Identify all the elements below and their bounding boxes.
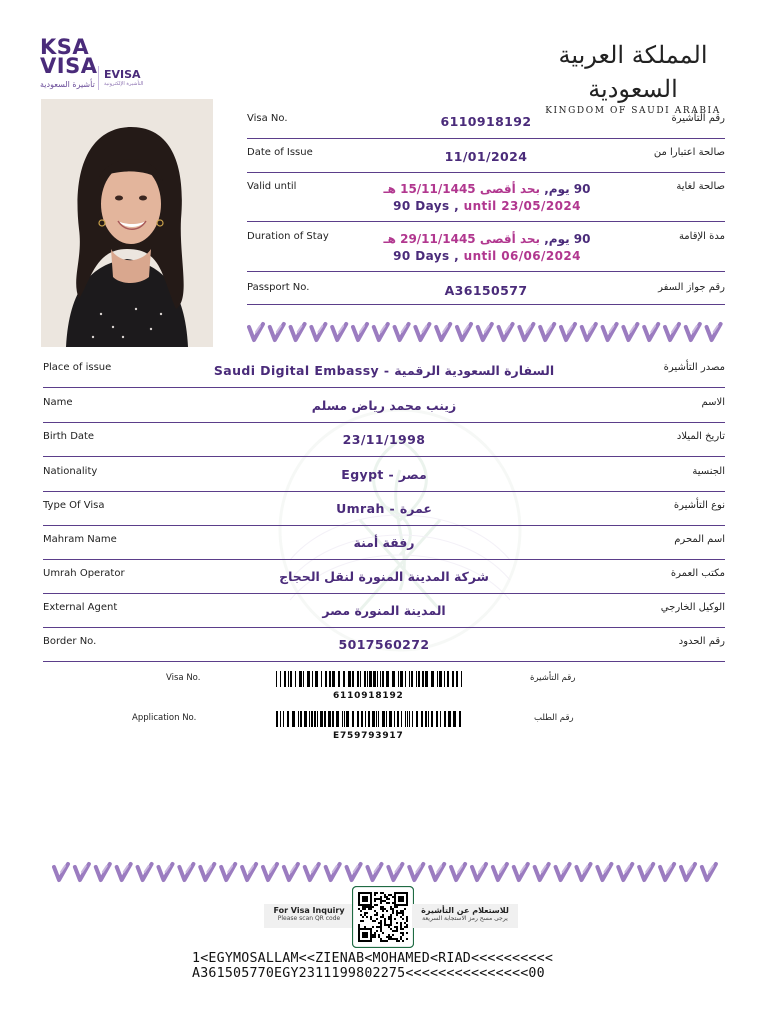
field-label-en: Type Of Visa — [43, 500, 105, 511]
evisa-logo-sub: التأشيرة الإلكترونية — [104, 81, 144, 87]
inquiry-box-ar — [412, 904, 518, 928]
field-row — [43, 602, 725, 628]
qr-code[interactable] — [352, 886, 414, 948]
field-label-en: Mahram Name — [43, 534, 117, 545]
mrz-line-2: A361505770EGY2311199802275<<<<<<<<<<<<<<<00 — [192, 966, 545, 981]
field-label-en: Birth Date — [43, 431, 95, 442]
application-number-barcode — [276, 711, 464, 727]
kingdom-header — [538, 38, 728, 116]
field-label-en: Place of issue — [43, 362, 112, 373]
field-label-en: Name — [43, 397, 73, 408]
check-mark-icon — [603, 324, 617, 340]
field-row — [43, 500, 725, 526]
field-label-en: Visa No. — [247, 113, 288, 124]
holder-photo — [41, 99, 213, 347]
field-label-ar: مكتب العمرة — [670, 568, 725, 579]
field-row — [43, 362, 725, 388]
valid-until-gregorian — [337, 198, 637, 215]
field-value: A36150577 — [444, 283, 528, 298]
check-mark-icon — [138, 864, 152, 880]
check-mark-icon — [535, 864, 549, 880]
check-mark-icon — [270, 324, 284, 340]
field-value — [337, 181, 637, 215]
field-label-ar: صالحة لغاية — [676, 181, 725, 192]
field-row — [43, 636, 725, 662]
kingdom-title-arabic: المملكة العربية السعودية — [558, 41, 708, 103]
check-mark-icon — [519, 324, 533, 340]
check-mark-icon — [374, 324, 388, 340]
check-mark-icon — [353, 324, 367, 340]
field-label-en: Border No. — [43, 636, 97, 647]
machine-readable-zone — [192, 951, 553, 981]
field-value: المدينة المنورة مصر — [322, 603, 446, 618]
field-label-en: Passport No. — [247, 282, 310, 293]
check-mark-icon — [577, 864, 591, 880]
barcode-label-visa-ar: رقم التأشيرة — [530, 673, 576, 683]
ksa-logo-arabic: تأشيرة السعودية — [40, 80, 95, 89]
check-mark-icon — [388, 864, 402, 880]
check-mark-icon — [472, 864, 486, 880]
check-mark-icon — [478, 324, 492, 340]
check-mark-icon — [707, 324, 721, 340]
check-mark-icon — [561, 324, 575, 340]
check-mark-icon — [54, 864, 68, 880]
field-label-en: Umrah Operator — [43, 568, 125, 579]
check-mark-icon — [179, 864, 193, 880]
check-mark-icon — [368, 864, 382, 880]
check-mark-icon — [415, 324, 429, 340]
emblem-watermark-icon — [250, 380, 550, 680]
field-row — [43, 568, 725, 594]
days-ar: 90 يوم, — [544, 182, 591, 196]
field-label-ar: رقم الحدود — [678, 636, 725, 647]
days-en: 90 Days , — [393, 249, 460, 263]
hijri-date: بحد أقصى 29/11/1445 هـ — [383, 232, 541, 246]
field-value: شركة المدينة المنورة لنقل الحجاج — [279, 569, 489, 584]
check-mark-icon — [493, 864, 507, 880]
gregorian-date: until 23/05/2024 — [463, 199, 581, 213]
ksa-visa-logo — [40, 35, 170, 96]
stay-hijri — [337, 231, 637, 248]
check-mark-icon — [540, 324, 554, 340]
field-label-ar: الوكيل الخارجي — [660, 602, 725, 613]
field-label-en: External Agent — [43, 602, 118, 613]
mrz-line-1: 1<EGYMOSALLAM<<ZIENAB<MOHAMED<RIAD<<<<<<<<<< — [192, 951, 554, 966]
field-label-en: Duration of Stay — [247, 231, 329, 242]
ksa-logo-line1: KSA — [40, 35, 90, 59]
field-label-ar: مدة الإقامة — [678, 231, 725, 242]
field-label-en: Valid until — [247, 181, 297, 192]
field-label-ar: رقم جواز السفر — [658, 282, 725, 293]
field-label-ar: الجنسية — [692, 466, 725, 477]
hijri-date: بحد أقصى 15/11/1445 هـ — [383, 182, 541, 196]
logo-divider — [98, 66, 99, 90]
field-value: 23/11/1998 — [342, 432, 426, 447]
field-date-of-issue — [247, 147, 725, 173]
check-mark-icon — [639, 864, 653, 880]
check-mark-icon — [582, 324, 596, 340]
field-row — [43, 534, 725, 560]
check-mark-icon — [284, 864, 298, 880]
inquiry-sub-ar: يرجى مسح رمز الاستجابة السريعة — [422, 915, 508, 922]
field-label-ar: مصدر التأشيرة — [663, 362, 725, 373]
field-label-ar: الاسم — [701, 397, 725, 408]
barcode-label-visa-en: Visa No. — [166, 673, 201, 683]
field-value: Egypt - مصر — [341, 467, 427, 482]
check-mark-icon — [263, 864, 277, 880]
field-value: 11/01/2024 — [444, 149, 528, 164]
field-value: Umrah - عمرة — [336, 501, 432, 516]
check-mark-icon — [644, 324, 658, 340]
field-label-en: Date of Issue — [247, 147, 313, 158]
check-mark-icon — [242, 864, 256, 880]
check-mark-icon — [159, 864, 173, 880]
check-mark-icon — [332, 324, 346, 340]
stay-gregorian — [337, 248, 637, 265]
check-mark-icon — [681, 864, 695, 880]
check-mark-icon — [618, 864, 632, 880]
days-en: 90 Days , — [393, 199, 460, 213]
kingdom-title-english: KINGDOM OF SAUDI ARABIA — [545, 106, 721, 116]
field-passport-no — [247, 282, 725, 305]
barcode-label-app-ar: رقم الطلب — [534, 713, 574, 723]
check-mark-icon — [249, 324, 263, 340]
field-value — [337, 231, 637, 265]
check-mark-icon — [200, 864, 214, 880]
check-mark-icon — [451, 864, 465, 880]
field-label-ar: صالحة اعتبارا من — [653, 147, 725, 158]
check-mark-icon — [556, 864, 570, 880]
check-mark-icon — [623, 324, 637, 340]
evisa-logo-text: EVISA — [104, 68, 141, 81]
field-value: رفقة أمنة — [353, 535, 415, 550]
ksa-logo-line2: VISA — [40, 54, 98, 78]
check-mark-icon — [436, 324, 450, 340]
check-mark-icon — [702, 864, 716, 880]
gregorian-date: until 06/06/2024 — [463, 249, 581, 263]
field-value: 5017560272 — [338, 637, 430, 652]
field-label-en: Nationality — [43, 466, 98, 477]
decorative-check-row — [52, 861, 720, 883]
check-mark-icon — [430, 864, 444, 880]
check-mark-icon — [457, 324, 471, 340]
barcode-number-visa: 6110918192 — [333, 691, 404, 701]
check-mark-icon — [686, 324, 700, 340]
check-mark-icon — [514, 864, 528, 880]
inquiry-box-en — [264, 904, 354, 928]
check-mark-icon — [597, 864, 611, 880]
check-mark-icon — [96, 864, 110, 880]
check-mark-icon — [326, 864, 340, 880]
check-mark-icon — [291, 324, 305, 340]
check-mark-icon — [660, 864, 674, 880]
inquiry-sub-en: Please scan QR code — [277, 915, 341, 922]
valid-until-hijri — [337, 181, 637, 198]
evisa-logo — [104, 68, 164, 87]
field-label-ar: اسم المحرم — [674, 534, 725, 545]
check-mark-icon — [311, 324, 325, 340]
field-label-ar: نوع التأشيرة — [673, 500, 725, 511]
barcode-number-app: E759793917 — [333, 731, 404, 741]
check-mark-icon — [117, 864, 131, 880]
field-value: Saudi Digital Embassy - السفارة السعودية الرقمية — [213, 363, 555, 378]
field-row — [43, 466, 725, 492]
field-duration-of-stay — [247, 231, 725, 272]
field-value: زينب محمد رياض مسلم — [311, 398, 457, 413]
visa-number-barcode — [276, 671, 464, 687]
decorative-check-row — [247, 321, 725, 343]
field-label-ar: رقم التأشيرة — [671, 113, 725, 124]
check-mark-icon — [499, 324, 513, 340]
days-ar: 90 يوم, — [544, 232, 591, 246]
inquiry-title-ar: للاستعلام عن التأشيرة — [421, 906, 509, 915]
field-valid-until — [247, 181, 725, 222]
check-mark-icon — [305, 864, 319, 880]
field-value: 6110918192 — [440, 114, 532, 129]
check-mark-icon — [221, 864, 235, 880]
field-row — [43, 431, 725, 457]
inquiry-title-en: For Visa Inquiry — [273, 906, 345, 915]
barcode-label-app-en: Application No. — [132, 713, 197, 723]
check-mark-icon — [75, 864, 89, 880]
field-label-ar: تاريخ الميلاد — [676, 431, 725, 442]
check-mark-icon — [395, 324, 409, 340]
field-row — [43, 397, 725, 423]
check-mark-icon — [347, 864, 361, 880]
check-mark-icon — [409, 864, 423, 880]
field-visa-no — [247, 113, 725, 139]
check-mark-icon — [665, 324, 679, 340]
